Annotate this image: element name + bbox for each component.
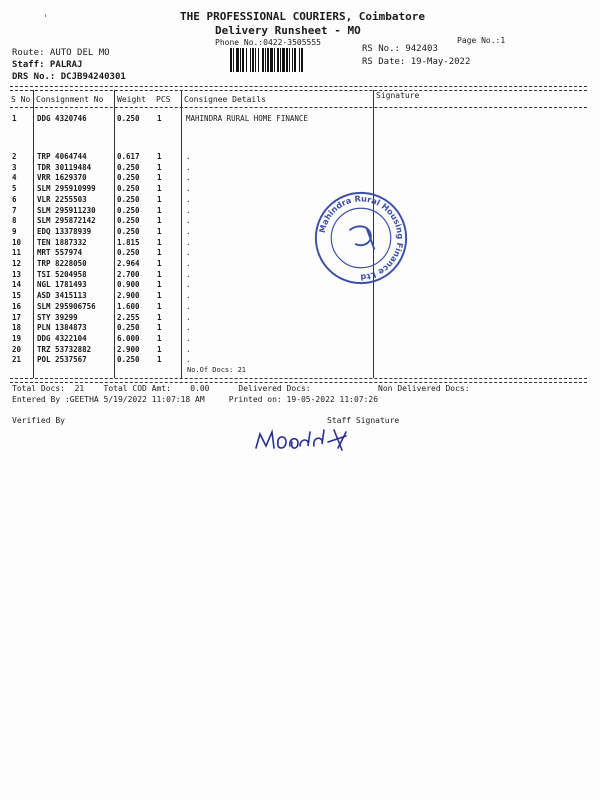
row-consignment: SLM 295872142 [37,216,96,226]
row-sno: 3 [12,162,17,172]
row-pcs: 1 [157,237,162,247]
row-details: . [186,312,191,322]
row-pcs: 1 [157,216,162,226]
row-pcs: 1 [157,323,162,333]
row-sno: 4 [12,173,17,183]
svg-text:Mahindra Rural Housing Finance [317,193,406,282]
row-weight: 1.600 [117,301,140,311]
row-pcs: 1 [157,162,162,172]
row-sno: 21 [12,355,22,365]
row-details: . [186,269,191,279]
row-weight: 2.964 [117,259,140,268]
row-pcs: 1 [157,312,162,322]
barcode [230,48,342,72]
row-pcs: 1 [157,344,162,354]
row-consignment: SLM 295910999 [37,184,96,194]
row-sno: 13 [12,269,22,279]
row-sno: 5 [12,184,17,194]
row-weight: 0.250 [117,205,140,215]
col-header-weight: Weight [117,95,146,104]
stamp-text: Mahindra Rural Housing Finance Ltd [316,193,406,283]
row-pcs: 1 [157,280,162,290]
row-sno: 15 [12,291,22,301]
no-of-docs: No.Of Docs: 21 [187,366,247,374]
staff-label: Staff: PALRAJ [12,60,83,70]
col-header-sno: S No [11,95,31,104]
row-consignment: VLR 2255503 [37,194,87,204]
row-weight: 0.250 [117,184,140,194]
row-weight: 0.250 [117,226,140,236]
row-consignment: POL 2537567 [37,355,87,365]
row-consignment: VRR 1629370 [37,173,87,183]
row-pcs: 1 [157,333,162,343]
row-details: MAHINDRA RURAL HOME FINANCE [186,114,308,123]
row-pcs: 1 [157,226,162,236]
row-sno: 12 [12,259,22,268]
row-details: . [186,333,191,343]
document-title: Delivery Runsheet - MO [215,24,361,37]
row-pcs: 1 [157,291,162,301]
row-consignment: PLN 1384873 [37,323,87,333]
row-consignment: TRP 4064744 [37,152,87,161]
row-sno: 6 [12,194,17,204]
row-consignment: SLM 295911230 [37,205,96,215]
row-sno: 9 [12,226,17,236]
row-consignment: STY 39299 [37,312,78,322]
rule-bottom [10,378,587,379]
row-sno: 1 [12,114,17,123]
totals-line: Total Docs: 21 Total COD Amt: 0.00 Delivered Docs: Non Delivered Docs: [12,384,470,393]
row-pcs: 1 [157,114,162,123]
row-details: . [186,152,191,161]
row-weight: 0.900 [117,280,140,290]
row-details: . [186,226,191,236]
col-header-consignment: Consignment No [36,95,104,104]
row-details: . [186,237,191,247]
row-pcs: 1 [157,259,162,268]
row-sno: 19 [12,333,22,343]
row-pcs: 1 [157,173,162,183]
row-sno: 17 [12,312,22,322]
row-consignment: EDQ 13378939 [37,226,92,236]
col-divider [114,90,115,378]
row-sno: 10 [12,237,22,247]
row-sno: 8 [12,216,17,226]
row-consignment: DDG 4320746 [37,114,87,123]
row-details: . [186,162,191,172]
row-sno: 16 [12,301,22,311]
row-consignment: SLM 295906756 [37,301,96,311]
row-pcs: 1 [157,152,162,161]
staff-signature-label: Staff Signature [327,416,400,425]
row-sno: 18 [12,323,22,333]
row-weight: 2.900 [117,291,140,301]
row-weight: 2.255 [117,312,140,322]
row-pcs: 1 [157,205,162,215]
row-weight: 0.250 [117,216,140,226]
row-consignment: TEN 1887332 [37,237,87,247]
row-weight: 2.700 [117,269,140,279]
row-pcs: 1 [157,248,162,258]
verified-by-label: Verified By [12,416,65,425]
barcode-bar [303,48,304,72]
page-number: Page No.:1 [457,36,506,45]
col-header-pcs: PCS [156,95,171,104]
row-consignment: TRP 8228050 [37,259,87,268]
col-divider [33,90,34,378]
row-pcs: 1 [157,184,162,194]
row-weight: 1.815 [117,237,140,247]
row-sno: 7 [12,205,17,215]
row-details: . [186,173,191,183]
row-details: . [186,280,191,290]
row-details: . [186,259,191,268]
phone-number: Phone No.:0422-3505555 [215,38,321,47]
row-sno: 14 [12,280,22,290]
row-details: . [186,291,191,301]
row-weight: 2.900 [117,344,140,354]
row-details: . [186,323,191,333]
row-weight: 0.250 [117,355,140,365]
row-sno: 11 [12,248,22,258]
row-weight: 0.250 [117,323,140,333]
row-pcs: 1 [157,269,162,279]
row-pcs: 1 [157,301,162,311]
rule-header [10,107,587,108]
row-weight: 0.617 [117,152,140,161]
row-details: . [186,355,191,365]
col-divider [181,90,182,378]
row-weight: 0.250 [117,162,140,172]
entered-by-line: Entered By :GEETHA 5/19/2022 11:07:18 AM Printed on: 19-05-2022 11:07:26 [12,395,379,404]
row-details: . [186,216,191,226]
row-pcs: 1 [157,355,162,365]
row-weight: 0.250 [117,173,140,183]
row-details: . [186,194,191,204]
row-details: . [186,344,191,354]
row-weight: 0.250 [117,194,140,204]
row-sno: 2 [12,152,17,161]
col-header-signature: Signature [376,91,420,100]
row-details: . [186,184,191,194]
rule-bottom-2 [10,382,587,383]
row-weight: 6.000 [117,333,140,343]
row-sno: 20 [12,344,22,354]
rs-date: RS Date: 19-May-2022 [362,57,471,67]
route-label: Route: AUTO DEL MO [12,48,110,58]
handwritten-signature [250,422,360,456]
row-pcs: 1 [157,194,162,204]
row-consignment: TRZ 53732882 [37,344,92,354]
col-header-details: Consignee Details [184,95,266,104]
rule-top-2 [10,90,587,91]
rule-top [10,86,587,87]
rs-number: RS No.: 942403 [362,44,438,54]
row-consignment: MRT 557974 [37,248,83,258]
row-consignment: TDR 30119484 [37,162,92,172]
row-consignment: TSI 5204958 [37,269,87,279]
row-details: . [186,301,191,311]
row-weight: 0.250 [117,248,140,258]
drs-number: DRS No.: DCJB94240301 [12,72,126,82]
company-stamp [313,190,409,286]
row-details: . [186,205,191,215]
row-consignment: NGL 1781493 [37,280,87,290]
row-details: . [186,248,191,258]
stray-mark: ' [43,14,49,24]
company-title: THE PROFESSIONAL COURIERS, Coimbatore [180,10,426,23]
row-weight: 0.250 [117,114,140,123]
row-consignment: ASD 3415113 [37,291,87,301]
row-consignment: DDG 4322104 [37,333,87,343]
